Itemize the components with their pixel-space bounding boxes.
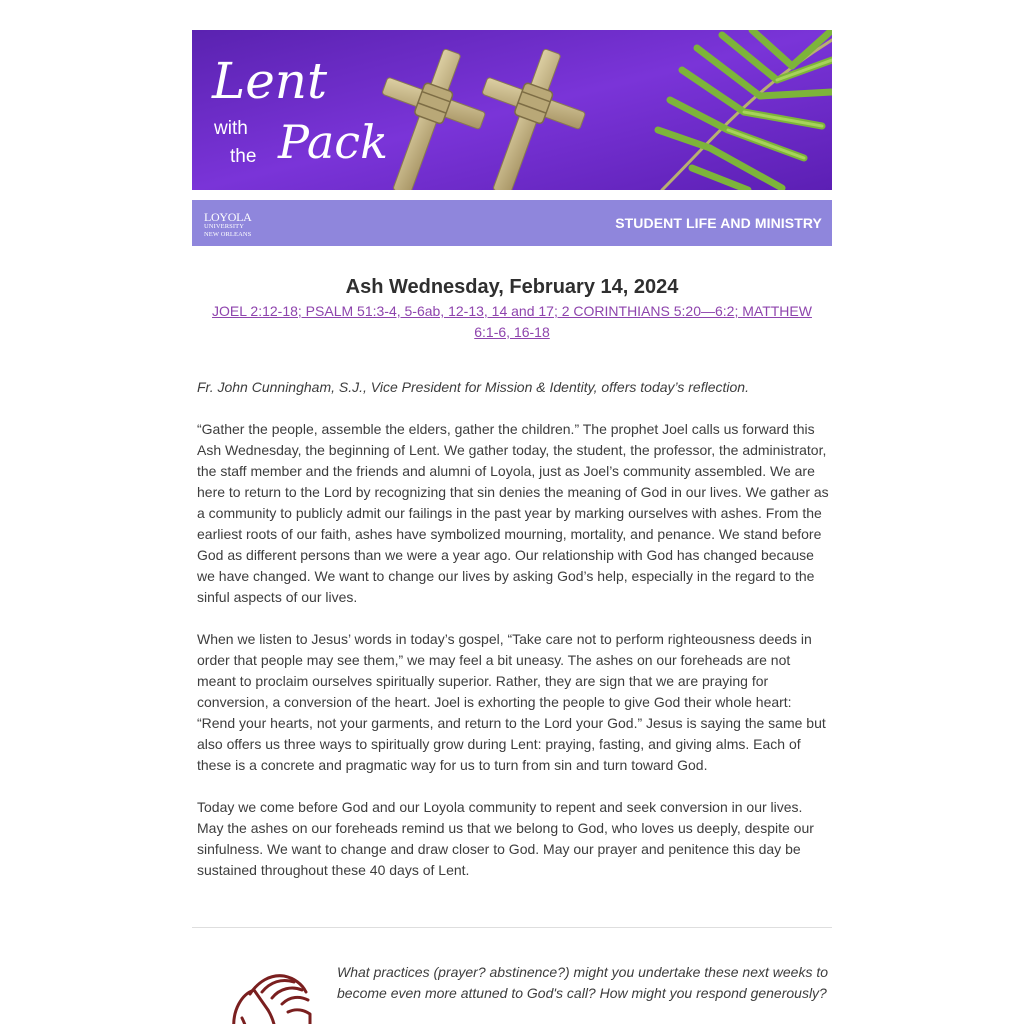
praying-hands-icon xyxy=(228,970,318,1024)
banner-artwork xyxy=(192,30,832,190)
loyola-logo[interactable] xyxy=(204,211,252,238)
logo-sub-text-2: NEW ORLEANS xyxy=(204,230,252,238)
page-title: Ash Wednesday, February 14, 2024 xyxy=(345,276,679,298)
byline: Fr. John Cunningham, S.J., Vice President for Mission & Identity, offers today’s reflection. xyxy=(197,379,749,395)
lent-banner xyxy=(192,30,832,190)
readings-block xyxy=(200,301,824,343)
banner-word-with: with xyxy=(214,118,248,139)
logo-sub-text: UNIVERSITY xyxy=(204,223,244,230)
department-bar xyxy=(192,200,832,246)
paragraph-1: “Gather the people, assemble the elders, gather the children.” The prophet Joel calls us forward this Ash Wednesday, the beginning of Lent. We gather today, the student, the professor, the administrator, the staff member and the friends and alumni of Loyola, just as Joel’s community assembled. We are here to return to the Lord by recognizing that sin denies the meaning of God in our lives. We gather as a community to publicly admit our failings in the past year by marking ourselves with ashes. From the earliest roots of our faith, ashes have symbolized mourning, mortality, and penance. We stand before God as different persons than we were a year ago. Our relationship with God has changed because we have changed. We want to change our lives by asking God’s help, especially in the regard to the sinful aspects of our lives. xyxy=(197,421,829,605)
banner-word-the: the xyxy=(230,146,257,167)
reflection-question: What practices (prayer? abstinence?) might you undertake these next weeks to become even more attuned to God's call? How might you respond generously? xyxy=(337,964,829,1001)
banner-word-pack: Pack xyxy=(278,115,388,169)
paragraph-2: When we listen to Jesus’ words in today’s gospel, “Take care not to perform righteousness deeds in order that people may see them,” we may feel a bit uneasy. The ashes on our foreheads are not meant to proclaim ourselves spiritually superior. Rather, they are sign that we are praying for conversion, a conversion of the heart. Joel is exhorting the people to give God their whole heart: “Rend your hearts, not your garments, and return to the Lord your God.” Jesus is saying the same but also offers us three ways to spiritually grow during Lent: praying, fasting, and giving alms. Each of these is a concrete and pragmatic way for us to turn from sin and turn toward God. xyxy=(197,631,826,773)
logo-main-text: LOYOLA xyxy=(204,210,252,224)
reflection-body xyxy=(197,377,829,902)
readings-link-line1: JOEL 2:12-18; PSALM 51:3-4, 5-6ab, 12-13, 14 and 17; 2 CORINTHIANS 5:20—6:2; MATTHEW xyxy=(212,303,812,319)
readings-link[interactable] xyxy=(212,303,812,340)
paragraph-3: Today we come before God and our Loyola community to repent and seek conversion in our lives. May the ashes on our foreheads remind us that we belong to God, who loves us deeply, despite our sinfulness. We want to change and draw closer to God. May our prayer and penitence this day be sustained throughout these 40 days of Lent. xyxy=(197,799,814,878)
department-name: STUDENT LIFE AND MINISTRY xyxy=(615,215,822,231)
banner-word-lent: Lent xyxy=(212,52,328,110)
readings-link-line2: 6:1-6, 16-18 xyxy=(474,324,550,340)
section-divider xyxy=(192,927,832,928)
